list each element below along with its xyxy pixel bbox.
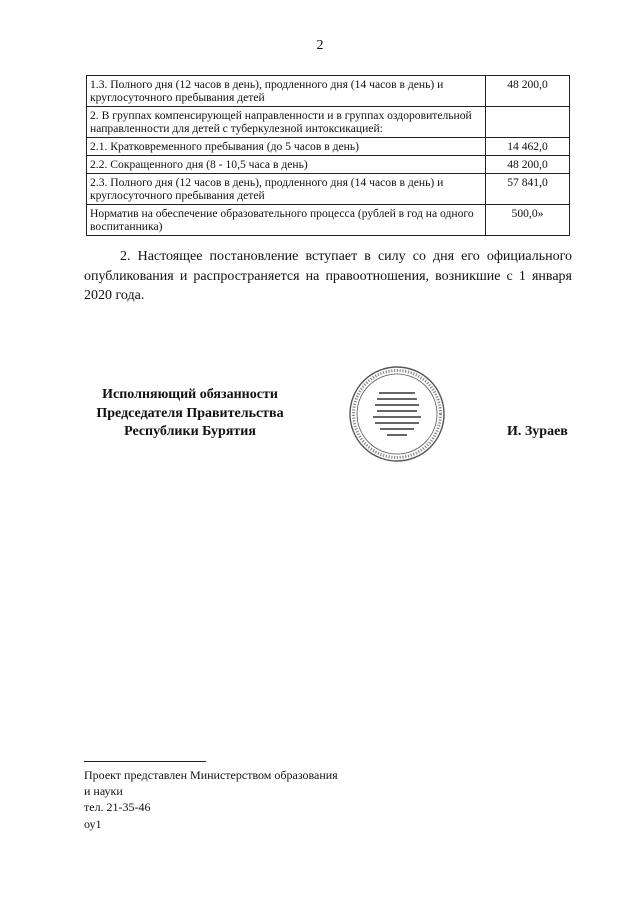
- row-description: 2.2. Сокращенного дня (8 - 10,5 часа в день): [87, 156, 486, 174]
- row-value: [486, 107, 570, 138]
- table-row: [87, 205, 570, 236]
- footnote-divider: [84, 761, 206, 762]
- official-stamp-icon: [347, 364, 447, 464]
- table-row: [87, 174, 570, 205]
- norms-table: [86, 75, 570, 236]
- signer-title-line: Председателя Правительства: [96, 405, 284, 421]
- footnote: [84, 767, 384, 815]
- row-description: 2. В группах компенсирующей направленности и в группах оздоровительной направленности для детей с туберкулезной интоксикацией:: [87, 107, 486, 138]
- signer-title-line: Исполняющий обязанности: [102, 387, 278, 402]
- table-row: [87, 156, 570, 174]
- footnote-line: Проект представлен Министерством образования: [84, 768, 338, 782]
- signer-title: [84, 386, 296, 442]
- table-row: [87, 107, 570, 138]
- page-number: 2: [316, 38, 324, 53]
- effective-date-paragraph: 2. Настоящее постановление вступает в силу со дня его официального опубликования и распространяется на правоотношения, возникшие с 1 января 2020 года.: [84, 249, 572, 303]
- signer-title-line: Республики Бурятия: [124, 424, 256, 439]
- row-description: Норматив на обеспечение образовательного процесса (рублей в год на одного воспитанника): [87, 205, 486, 236]
- row-value: 14 462,0: [486, 138, 570, 156]
- table-row: [87, 76, 570, 107]
- document-code: оу1: [84, 817, 102, 831]
- row-description: 1.3. Полного дня (12 часов в день), продленного дня (14 часов в день) и круглосуточного пребывания детей: [87, 76, 486, 107]
- row-value: 48 200,0: [486, 156, 570, 174]
- row-value: 500,0»: [486, 205, 570, 236]
- table-row: [87, 138, 570, 156]
- footnote-line: и науки: [84, 784, 123, 798]
- row-value: 57 841,0: [486, 174, 570, 205]
- row-value: 48 200,0: [486, 76, 570, 107]
- row-description: 2.3. Полного дня (12 часов в день), продленного дня (14 часов в день) и круглосуточного пребывания детей: [87, 174, 486, 205]
- signer-name: И. Зураев: [507, 424, 568, 439]
- footnote-line: тел. 21-35-46: [84, 800, 151, 814]
- row-description: 2.1. Кратковременного пребывания (до 5 часов в день): [87, 138, 486, 156]
